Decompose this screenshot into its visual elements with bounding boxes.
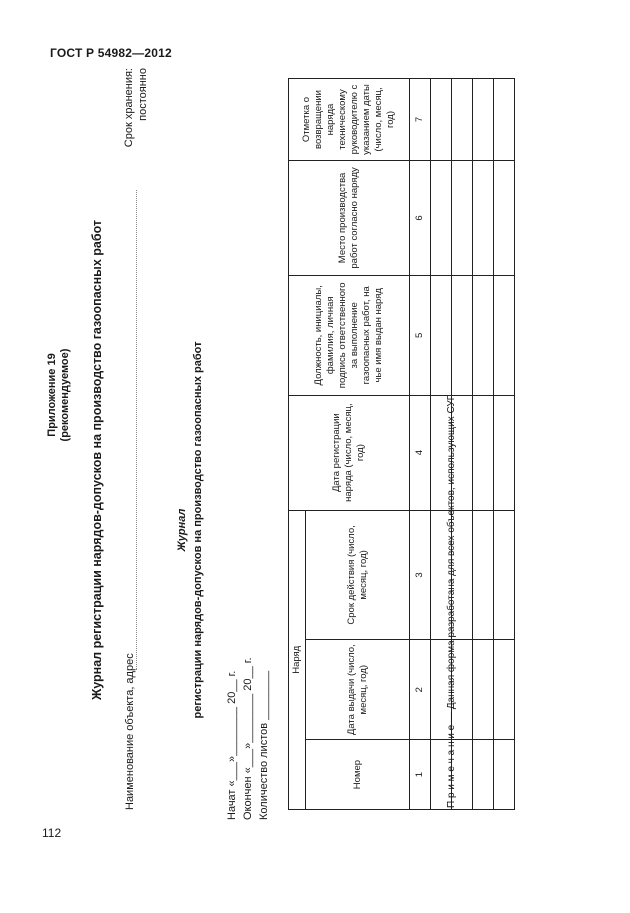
col-number: 1 bbox=[410, 740, 431, 810]
number-row bbox=[410, 79, 431, 810]
sheets-line: Количество листов ________ bbox=[258, 670, 270, 820]
table-row bbox=[473, 79, 494, 810]
col-header-3: Срок действия (число, месяц, год) bbox=[306, 510, 410, 640]
footnote: П р и м е ч а н и е — Данная форма разработана для всех объектов, использующих СУГ bbox=[446, 394, 457, 808]
registry-table bbox=[288, 78, 515, 810]
main-title: Журнал регистрации нарядов-допусков на производство газоопасных работ bbox=[90, 219, 104, 701]
table-row bbox=[494, 79, 515, 810]
col-number: 6 bbox=[410, 161, 431, 276]
finished-line: Окончен «___»________ 20__ г. bbox=[242, 657, 254, 820]
col-header-7: Отметка о возвращении наряда техническому руководителю с указанием даты (число, месяц, год) bbox=[289, 79, 410, 161]
col-header-2: Дата выдачи (число, месяц, год) bbox=[306, 640, 410, 740]
col-number: 2 bbox=[410, 640, 431, 740]
col-number: 5 bbox=[410, 275, 431, 395]
object-label: Наименование объекта, адрес bbox=[124, 653, 136, 810]
appendix-subtitle: (рекомендуемое) bbox=[59, 348, 71, 442]
group-header: Наряд bbox=[289, 510, 306, 809]
appendix-heading bbox=[46, 295, 72, 495]
col-header-4: Дата регистрации наряда (число, месяц, год) bbox=[289, 395, 410, 510]
col-number: 7 bbox=[410, 79, 431, 161]
page-number: 112 bbox=[42, 826, 62, 840]
col-number: 4 bbox=[410, 395, 431, 510]
storage-label: Срок хранения: bbox=[123, 68, 135, 148]
journal-word: Журнал bbox=[176, 508, 188, 552]
journal-subtitle: регистрации нарядов-допусков на производство газоопасных работ bbox=[192, 341, 204, 719]
storage-period bbox=[122, 68, 150, 188]
col-header-1: Номер bbox=[306, 740, 410, 810]
appendix-title: Приложение 19 bbox=[46, 353, 58, 437]
object-fill-line bbox=[124, 190, 137, 670]
col-header-5: Должность, инициалы, фамилия, личная подпись ответственного за выполнение газоопасных работ, на чье имя выдан наряд bbox=[289, 275, 410, 395]
started-line: Начат «___»________ 20__ г. bbox=[226, 670, 238, 820]
page-header: ГОСТ Р 54982—2012 bbox=[50, 46, 172, 60]
col-number: 3 bbox=[410, 510, 431, 640]
rotated-form bbox=[26, 60, 526, 860]
storage-value: постоянно bbox=[137, 68, 149, 121]
col-header-6: Место производства работ согласно наряду bbox=[289, 161, 410, 276]
